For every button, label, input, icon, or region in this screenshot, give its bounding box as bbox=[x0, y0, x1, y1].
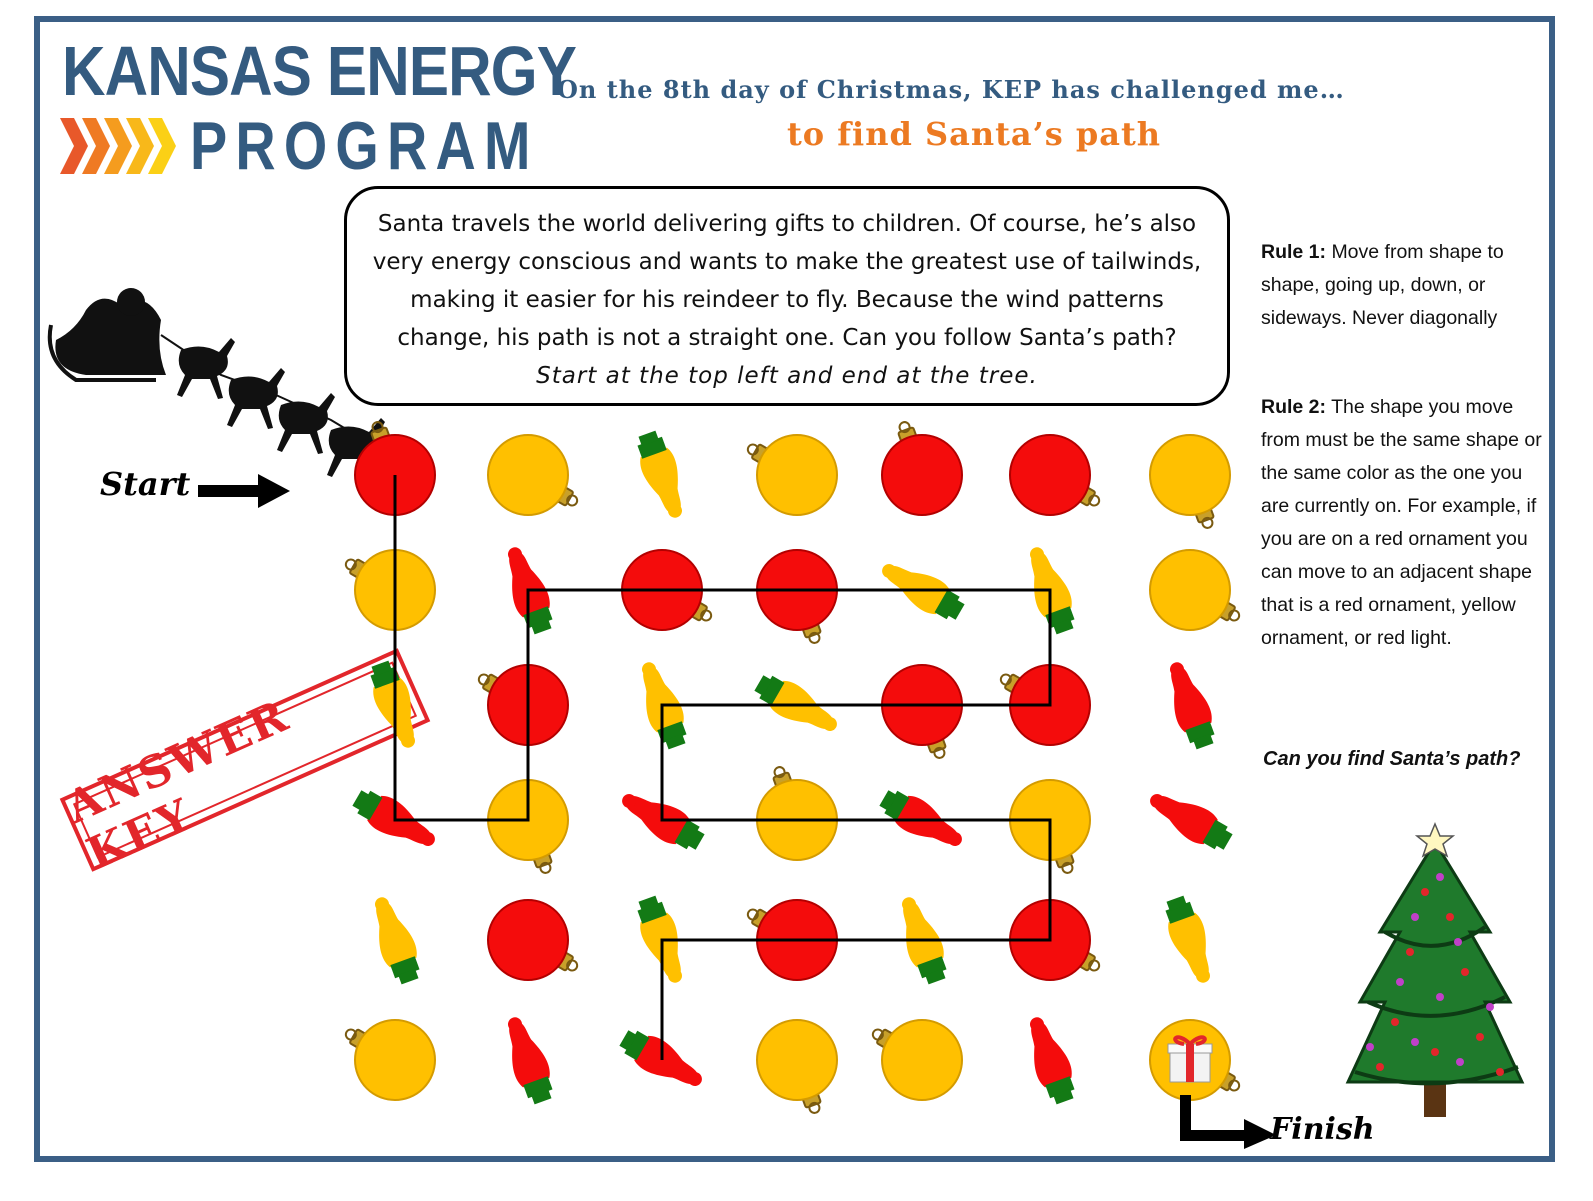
yellow-ornament-icon bbox=[1150, 550, 1242, 630]
story-instruction: Start at the top left and end at the tree. bbox=[536, 363, 1038, 389]
yellow-ornament-icon bbox=[870, 1020, 962, 1100]
rule1-text: Move from shape to shape, going up, down, or sideways. Never diagonally bbox=[1261, 241, 1504, 329]
yellow-light-icon bbox=[631, 428, 694, 524]
red-ornament-icon bbox=[882, 420, 962, 515]
finish-label: Finish bbox=[1270, 1112, 1375, 1147]
yellow-ornament-icon bbox=[757, 765, 837, 860]
gift-icon bbox=[1168, 1037, 1212, 1082]
challenge-heading: On the 8th day of Christmas, KEP has challenged me… bbox=[557, 75, 1345, 104]
rule1-label: Rule 1: bbox=[1261, 241, 1327, 263]
answer-key-label: ANSWER KEY bbox=[58, 690, 297, 881]
red-ornament-icon bbox=[757, 550, 837, 645]
logo-line2: PROGRAM bbox=[190, 108, 539, 184]
yellow-ornament-icon bbox=[343, 550, 435, 630]
rule2-label: Rule 2: bbox=[1261, 396, 1327, 418]
christmas-tree-icon bbox=[1340, 822, 1530, 1122]
red-light-icon bbox=[496, 1012, 559, 1108]
red-ornament-icon bbox=[488, 900, 580, 980]
solution-path bbox=[395, 475, 1050, 1060]
red-light-icon bbox=[1142, 782, 1237, 857]
yellow-light-icon bbox=[1159, 893, 1222, 989]
red-light-icon bbox=[1018, 1012, 1081, 1108]
finish-arrow-icon bbox=[1180, 1095, 1276, 1149]
start-label: Start bbox=[100, 465, 191, 503]
yellow-light-icon bbox=[363, 892, 426, 988]
red-ornament-icon bbox=[1010, 435, 1102, 515]
red-light-icon bbox=[1158, 657, 1221, 753]
yellow-ornament-icon bbox=[757, 1020, 837, 1115]
yellow-ornament-icon bbox=[343, 1020, 435, 1100]
yellow-ornament-icon bbox=[1150, 435, 1230, 530]
challenge-subheading: to find Santa’s path bbox=[787, 115, 1162, 153]
question-text: Can you find Santa’s path? bbox=[1263, 748, 1521, 770]
rule2-text: The shape you move from must be the same shape or the same color as the one you are currently on. For example, if you are on a red ornament you can move to an adjacent shape that is a red ornament, yellow ornament, or red light. bbox=[1261, 396, 1542, 649]
logo-line1: KANSAS ENERGY bbox=[62, 32, 576, 110]
story-text: Santa travels the world delivering gifts to children. Of course, he’s also very energy conscious and wants to make the greatest use of tailwinds, making it easier for his reindeer to fly. Because the wind patterns change, his path is not a straight one. Can you follow Santa’s path? bbox=[372, 211, 1202, 351]
yellow-ornament-icon bbox=[745, 435, 837, 515]
red-ornament-icon bbox=[476, 665, 568, 745]
yellow-ornament-icon bbox=[488, 435, 580, 515]
red-ornament-icon bbox=[882, 665, 962, 760]
